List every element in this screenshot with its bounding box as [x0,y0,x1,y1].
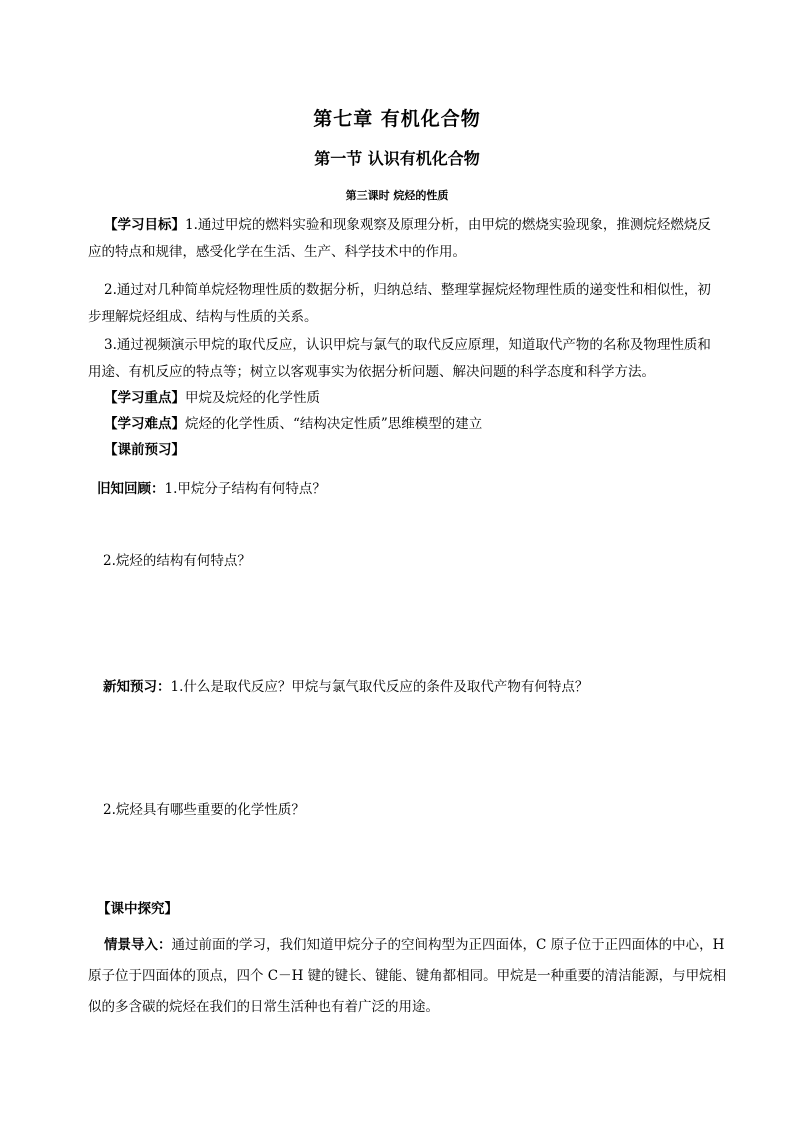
objective-3-text: 3.通过视频演示甲烷的取代反应，认识甲烷与氯气的取代反应原理，知道取代产物的名称及物理性质和用途、有机反应的特点等；树立以客观事实为依据分析问题、解决问题的科学态度和科学方法。 [88,337,711,380]
scenario-text: 通过前面的学习，我们知道甲烷分子的空间构型为正四面体，C 原子位于正四面体的中心，H 原子位于四面体的顶点，四个 C－H 键的键长、键能、键角都相同。甲烷是一种重要的清洁能源，与甲烷相似的多含碳的烷烃在我们的日常生活种也有着广泛的用途。 [88,937,727,1015]
difficulty-label: 【学习难点】 [104,416,185,432]
objective-2-text: 2.通过对几种简单烷烃物理性质的数据分析，归纳总结、整理掌握烷烃物理性质的递变性和相似性，初步理解烷烃组成、结构与性质的关系。 [88,282,711,325]
preview-heading [88,437,720,464]
key-point-label: 【学习重点】 [104,390,185,406]
objectives-label: 【学习目标】 [104,217,185,233]
new-preview-q1-text: 1.什么是取代反应？甲烷与氯气取代反应的条件及取代产物有何特点？ [170,679,589,695]
key-point [88,385,720,412]
new-preview-q1 [103,677,588,697]
inquiry-heading [97,899,178,919]
objective-3 [88,332,720,386]
chapter-title: 第七章 有机化合物 [313,108,481,130]
new-preview-q2-text: 2.烷烃具有哪些重要的化学性质？ [103,802,305,818]
new-preview-q2 [103,800,305,820]
objective-2 [88,277,720,331]
new-preview-label: 新知预习： [103,679,171,695]
scenario-paragraph [88,930,738,1023]
review-q1 [97,479,326,499]
review-q2 [103,551,251,571]
inquiry-label: 【课中探究】 [97,901,178,917]
review-q1-text: 1.甲烷分子结构有何特点？ [164,481,326,497]
objective-1 [88,212,720,266]
objective-1-text: 1.通过甲烷的燃料实验和现象观察及原理分析，由甲烷的燃烧实验现象，推测烷烃燃烧反应的特点和规律，感受化学在生活、生产、科学技术中的作用。 [88,217,711,260]
key-point-text: 甲烷及烷烃的化学性质 [185,390,320,406]
lesson-title: 第三课时 烷烃的性质 [345,189,449,202]
section-title: 第一节 认识有机化合物 [314,149,480,168]
review-q2-text: 2.烷烃的结构有何特点？ [103,553,251,569]
scenario-label: 情景导入： [104,937,172,953]
difficulty-text: 烷烃的化学性质、“结构决定性质”思维模型的建立 [185,416,483,432]
preview-label: 【课前预习】 [104,442,185,458]
difficulty [88,411,720,438]
review-label: 旧知回顾： [97,481,165,497]
